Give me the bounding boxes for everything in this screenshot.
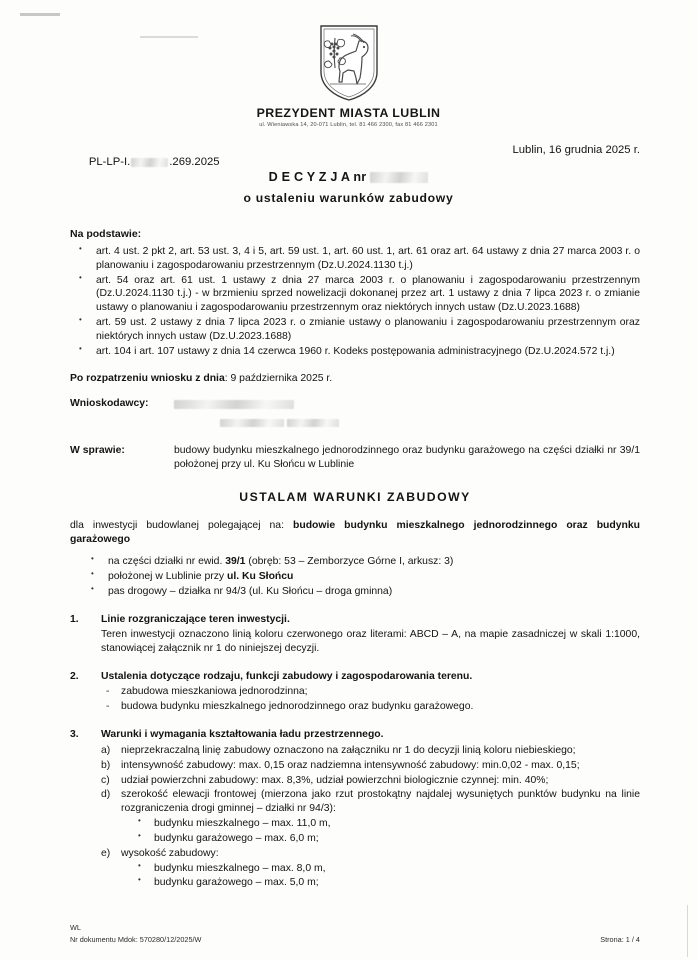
application-date-value: 9 października 2025 r. xyxy=(230,372,333,384)
section-3-number: 3. xyxy=(70,729,79,741)
document-body xyxy=(70,228,640,891)
section-3-item-d-sub: • budynku garażowego – max. 6,0 m; xyxy=(121,832,640,846)
legal-basis-item: • art. 54 oraz art. 61 ust. 1 ustawy z dnia 27 marca 2003 r. o planowaniu i zagospodarowaniu przestrzennym (Dz.U.2024.1130 t.j.) - w brzmieniu sprzed nowelizacji dokonanej przez art. 1 ustawy z dnia 7 lipca 2023 r. o zmianie ustawy o planowaniu i zagospodarowaniu przestrzennym oraz niektórych innych ustaw (Dz.U.2023.1688) xyxy=(70,274,640,315)
scan-edge-line xyxy=(687,905,688,957)
legal-basis-lead: Na podstawie: xyxy=(70,228,142,240)
document-title-text: D E C Y Z J A nr xyxy=(268,170,367,184)
office-address: ul. Wieniawska 14, 20-071 Lublin, tel. 81 466 2300, fax 81 466 2301 xyxy=(259,122,438,128)
footer-page-number: Strona: 1 / 4 xyxy=(600,935,640,944)
document-title-block xyxy=(0,170,697,205)
section-3-heading: Warunki i wymagania kształtowania ładu przestrzennego. xyxy=(101,729,384,741)
applicants-row xyxy=(70,397,640,431)
section-3-item-c: udział powierzchni zabudowy: max. 8,3%, udział powierzchni biologicznie czynnej: min. 40%; xyxy=(121,774,549,786)
plot-item xyxy=(70,585,640,599)
legal-basis-item: • art. 104 i art. 107 ustawy z dnia 14 czerwca 1960 r. Kodeks postępowania administracyjnego (Dz.U.2024.572 t.j.) xyxy=(70,345,640,359)
section-3-item-e-sub: • budynku mieszkalnego – max. 8,0 m, xyxy=(121,862,640,876)
letterhead xyxy=(0,24,697,128)
footer-initials: WL xyxy=(70,923,81,932)
section-1-number: 1. xyxy=(70,614,79,626)
application-date-row: Po rozpatrzeniu wniosku z dnia: 9 października 2025 r. xyxy=(70,372,333,384)
section-3-item-d xyxy=(70,788,640,845)
section-2-item: - zabudowa mieszkaniowa jednorodzinna; xyxy=(70,685,640,699)
plot-text-pre: na części działki nr ewid. xyxy=(108,555,226,567)
section-2-heading: Ustalenia dotyczące rodzaju, funkcji zabudowy i zagospodarowania terenu. xyxy=(101,670,473,682)
applicants-label: Wnioskodawcy: xyxy=(70,398,149,410)
section-3-list xyxy=(70,744,640,890)
plot-text-post: (obręb: 53 – Zemborzyce Górne I, arkusz: 3) xyxy=(245,555,454,567)
lublin-coat-of-arms-icon xyxy=(318,24,380,102)
page-footer xyxy=(70,923,640,944)
applicants-value-redacted xyxy=(174,397,339,431)
reference-prefix: PL-LP-I. xyxy=(88,156,131,168)
document-subtitle: o ustaleniu warunków zabudowy xyxy=(243,191,454,205)
section-3-item-e xyxy=(70,847,640,890)
applicant-redaction-bar xyxy=(174,400,294,409)
section-3-item-d-sub: • budynku mieszkalnego – max. 11,0 m, xyxy=(121,817,640,831)
legal-basis-item: • art. 4 ust. 2 pkt 2, art. 53 ust. 3, 4 i 5, art. 59 ust. 1, art. 60 ust. 1, art. 61 oraz art. 64 ustawy z dnia 27 marca 2003 r. o planowaniu i zagospodarowaniu przestrzennym (Dz.U.2024.1130 t.j.) xyxy=(70,245,640,273)
section-2-number: 2. xyxy=(70,670,79,682)
plot-text-pre: położonej w Lublinie przy xyxy=(108,570,227,582)
scan-artifact-mark xyxy=(20,13,60,16)
plot-item xyxy=(70,555,640,569)
section-2-list xyxy=(70,685,640,714)
case-subject-label: W sprawie: xyxy=(70,445,125,457)
decree-title: USTALAM WARUNKI ZABUDOWY xyxy=(239,489,471,504)
legal-basis-list xyxy=(70,245,640,359)
section-1 xyxy=(70,613,640,655)
section-1-paragraph: Teren inwestycji oznaczono linią koloru czerwonego oraz literami: ABCD – A, na mapie zasadniczej w skali 1:1000, stanowiącej załącznik nr 1 do niniejszej decyzji. xyxy=(101,628,640,654)
section-3-item-d-sublist xyxy=(121,817,640,846)
office-name: PREZYDENT MIASTA LUBLIN xyxy=(256,106,441,120)
reference-redacted-segment xyxy=(131,158,168,167)
footer-document-number: Nr dokumentu Mdok: 570280/12/2025/W xyxy=(70,935,202,944)
plot-item xyxy=(70,570,640,584)
section-3-item-e-sublist xyxy=(121,862,640,891)
applicant-redaction-bar xyxy=(220,419,284,427)
reference-suffix: .269.2025 xyxy=(169,156,220,168)
investment-intro-prefix: dla inwestycji budowlanej polegającej na: xyxy=(70,519,284,531)
application-date-label: Po rozpatrzeniu wniosku z dnia xyxy=(70,372,225,384)
plot-text-pre: pas drogowy – działka nr 94/3 (ul. Ku Słońcu – droga gminna) xyxy=(108,586,393,598)
plot-text-bold: ul. Ku Słońcu xyxy=(227,570,294,582)
place-and-date: Lublin, 16 grudnia 2025 r. xyxy=(512,144,640,156)
section-3-item-e-text: wysokość zabudowy: xyxy=(121,847,219,859)
section-3-item-b: intensywność zabudowy: max. 0,15 oraz nadziemna intensywność zabudowy: min.0,02 - max. 0,15; xyxy=(121,759,580,771)
investment-intro xyxy=(70,519,640,547)
applicant-redaction-bar xyxy=(287,419,339,427)
case-subject-row xyxy=(70,444,640,472)
section-2 xyxy=(70,670,640,714)
legal-basis-item: • art. 59 ust. 2 ustawy z dnia 7 lipca 2023 r. o zmianie ustawy o planowaniu i zagospodarowaniu przestrzennym oraz niektórych innych ustaw (Dz.U.2023.1688) xyxy=(70,316,640,344)
section-3-item-a: nieprzekraczalną linię zabudowy oznaczono na załączniku nr 1 do decyzji linią koloru niebieskiego; xyxy=(121,744,576,756)
section-3 xyxy=(70,728,640,890)
section-2-item: - budowa budynku mieszkalnego jednorodzinnego oraz budynku garażowego. xyxy=(70,700,640,714)
plot-list xyxy=(70,555,640,599)
plot-text-bold: 39/1 xyxy=(225,555,246,567)
case-subject-value: budowy budynku mieszkalnego jednorodzinnego oraz budynku garażowego na części działki nr 39/1 położonej przy ul. Ku Słońcu w Lublinie xyxy=(174,445,640,470)
section-3-item-d-text: szerokość elewacji frontowej (mierzona jako rzut prostokątny najdalej wysuniętych punktów budynku na linie rozgraniczenia drogi gminnej – działki nr 94/3): xyxy=(121,789,640,815)
decision-number-redacted xyxy=(370,172,428,183)
section-3-item-e-sub: • budynku garażowego – max. 5,0 m; xyxy=(121,876,640,890)
investment-intro-bold: budowie budynku mieszkalnego jednorodzinnego oraz budynku garażowego xyxy=(70,519,640,545)
document-title xyxy=(0,170,697,184)
section-1-heading: Linie rozgraniczające teren inwestycji. xyxy=(101,614,290,626)
